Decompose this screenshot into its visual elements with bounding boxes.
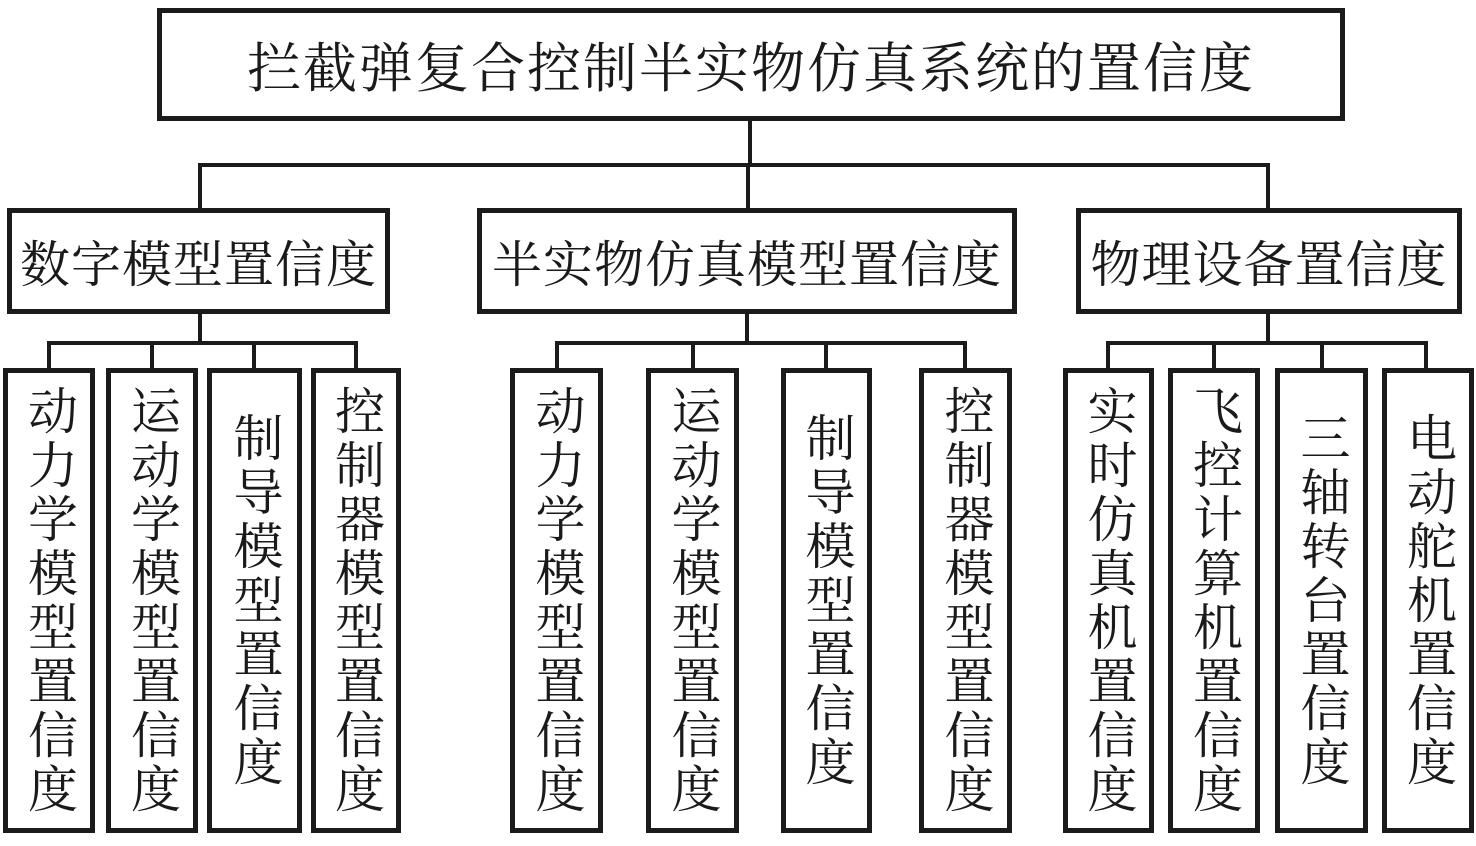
leaf-node-digital-dynamics xyxy=(3,368,95,833)
connector-stem-physical xyxy=(1266,314,1270,344)
connector-drop-leaf xyxy=(252,341,256,368)
connector-rail-physical xyxy=(1106,341,1428,345)
branch-label: 数字模型置信度 xyxy=(20,237,377,293)
connector-drop-leaf xyxy=(1106,341,1110,368)
leaf-node-hil-dynamics xyxy=(510,368,603,833)
connector-drop-branch-digital xyxy=(198,163,202,208)
leaf-label: 飞控计算机置信度 xyxy=(1186,384,1242,817)
connector-stem-hil xyxy=(745,314,749,344)
branch-label: 半实物仿真模型置信度 xyxy=(492,237,1002,293)
connector-drop-leaf xyxy=(354,341,358,368)
leaf-label: 控制器模型置信度 xyxy=(328,384,384,817)
root-node xyxy=(157,8,1345,121)
connector-stem-digital xyxy=(198,314,202,344)
leaf-label: 运动学模型置信度 xyxy=(664,384,721,817)
branch-node-hil-model xyxy=(477,208,1017,314)
connector-rail-digital xyxy=(47,341,358,345)
connector-drop-branch-hil xyxy=(746,163,750,208)
connector-drop-leaf xyxy=(555,341,559,368)
connector-level2-rail xyxy=(198,163,1270,167)
leaf-node-three-axis-turntable xyxy=(1275,368,1368,833)
connector-drop-leaf xyxy=(150,341,154,368)
leaf-label: 控制器模型置信度 xyxy=(937,384,994,817)
leaf-label: 电动舵机置信度 xyxy=(1400,411,1456,790)
leaf-label: 运动学模型置信度 xyxy=(124,384,180,817)
leaf-node-hil-kinematics xyxy=(646,368,739,833)
connector-drop-leaf xyxy=(824,341,828,368)
leaf-node-flight-control-computer xyxy=(1168,368,1260,833)
connector-drop-leaf xyxy=(963,341,967,368)
branch-label: 物理设备置信度 xyxy=(1090,237,1448,293)
connector-drop-leaf xyxy=(1212,341,1216,368)
leaf-node-digital-controller xyxy=(311,368,401,833)
leaf-node-electric-actuator xyxy=(1382,368,1474,833)
leaf-node-hil-controller xyxy=(919,368,1012,833)
leaf-node-digital-guidance xyxy=(207,368,302,833)
root-node-label: 拦截弹复合控制半实物仿真系统的置信度 xyxy=(247,39,1255,99)
branch-node-digital-model xyxy=(7,208,390,314)
connector-root-stem xyxy=(748,120,752,167)
branch-node-physical-equipment xyxy=(1076,208,1462,314)
leaf-node-hil-guidance xyxy=(781,368,872,833)
connector-drop-leaf xyxy=(1424,341,1428,368)
leaf-label: 实时仿真机置信度 xyxy=(1080,384,1137,817)
leaf-label: 动力学模型置信度 xyxy=(21,384,77,817)
leaf-label: 三轴转台置信度 xyxy=(1293,411,1350,790)
leaf-label: 动力学模型置信度 xyxy=(528,384,585,817)
leaf-node-digital-kinematics xyxy=(106,368,198,833)
connector-drop-branch-physical xyxy=(1266,163,1270,208)
connector-rail-hil xyxy=(555,341,967,345)
connector-drop-leaf xyxy=(47,341,51,368)
leaf-node-realtime-simulator xyxy=(1063,368,1154,833)
connector-drop-leaf xyxy=(1320,341,1324,368)
leaf-label: 制导模型置信度 xyxy=(226,411,283,790)
connector-drop-leaf xyxy=(691,341,695,368)
leaf-label: 制导模型置信度 xyxy=(798,411,855,790)
